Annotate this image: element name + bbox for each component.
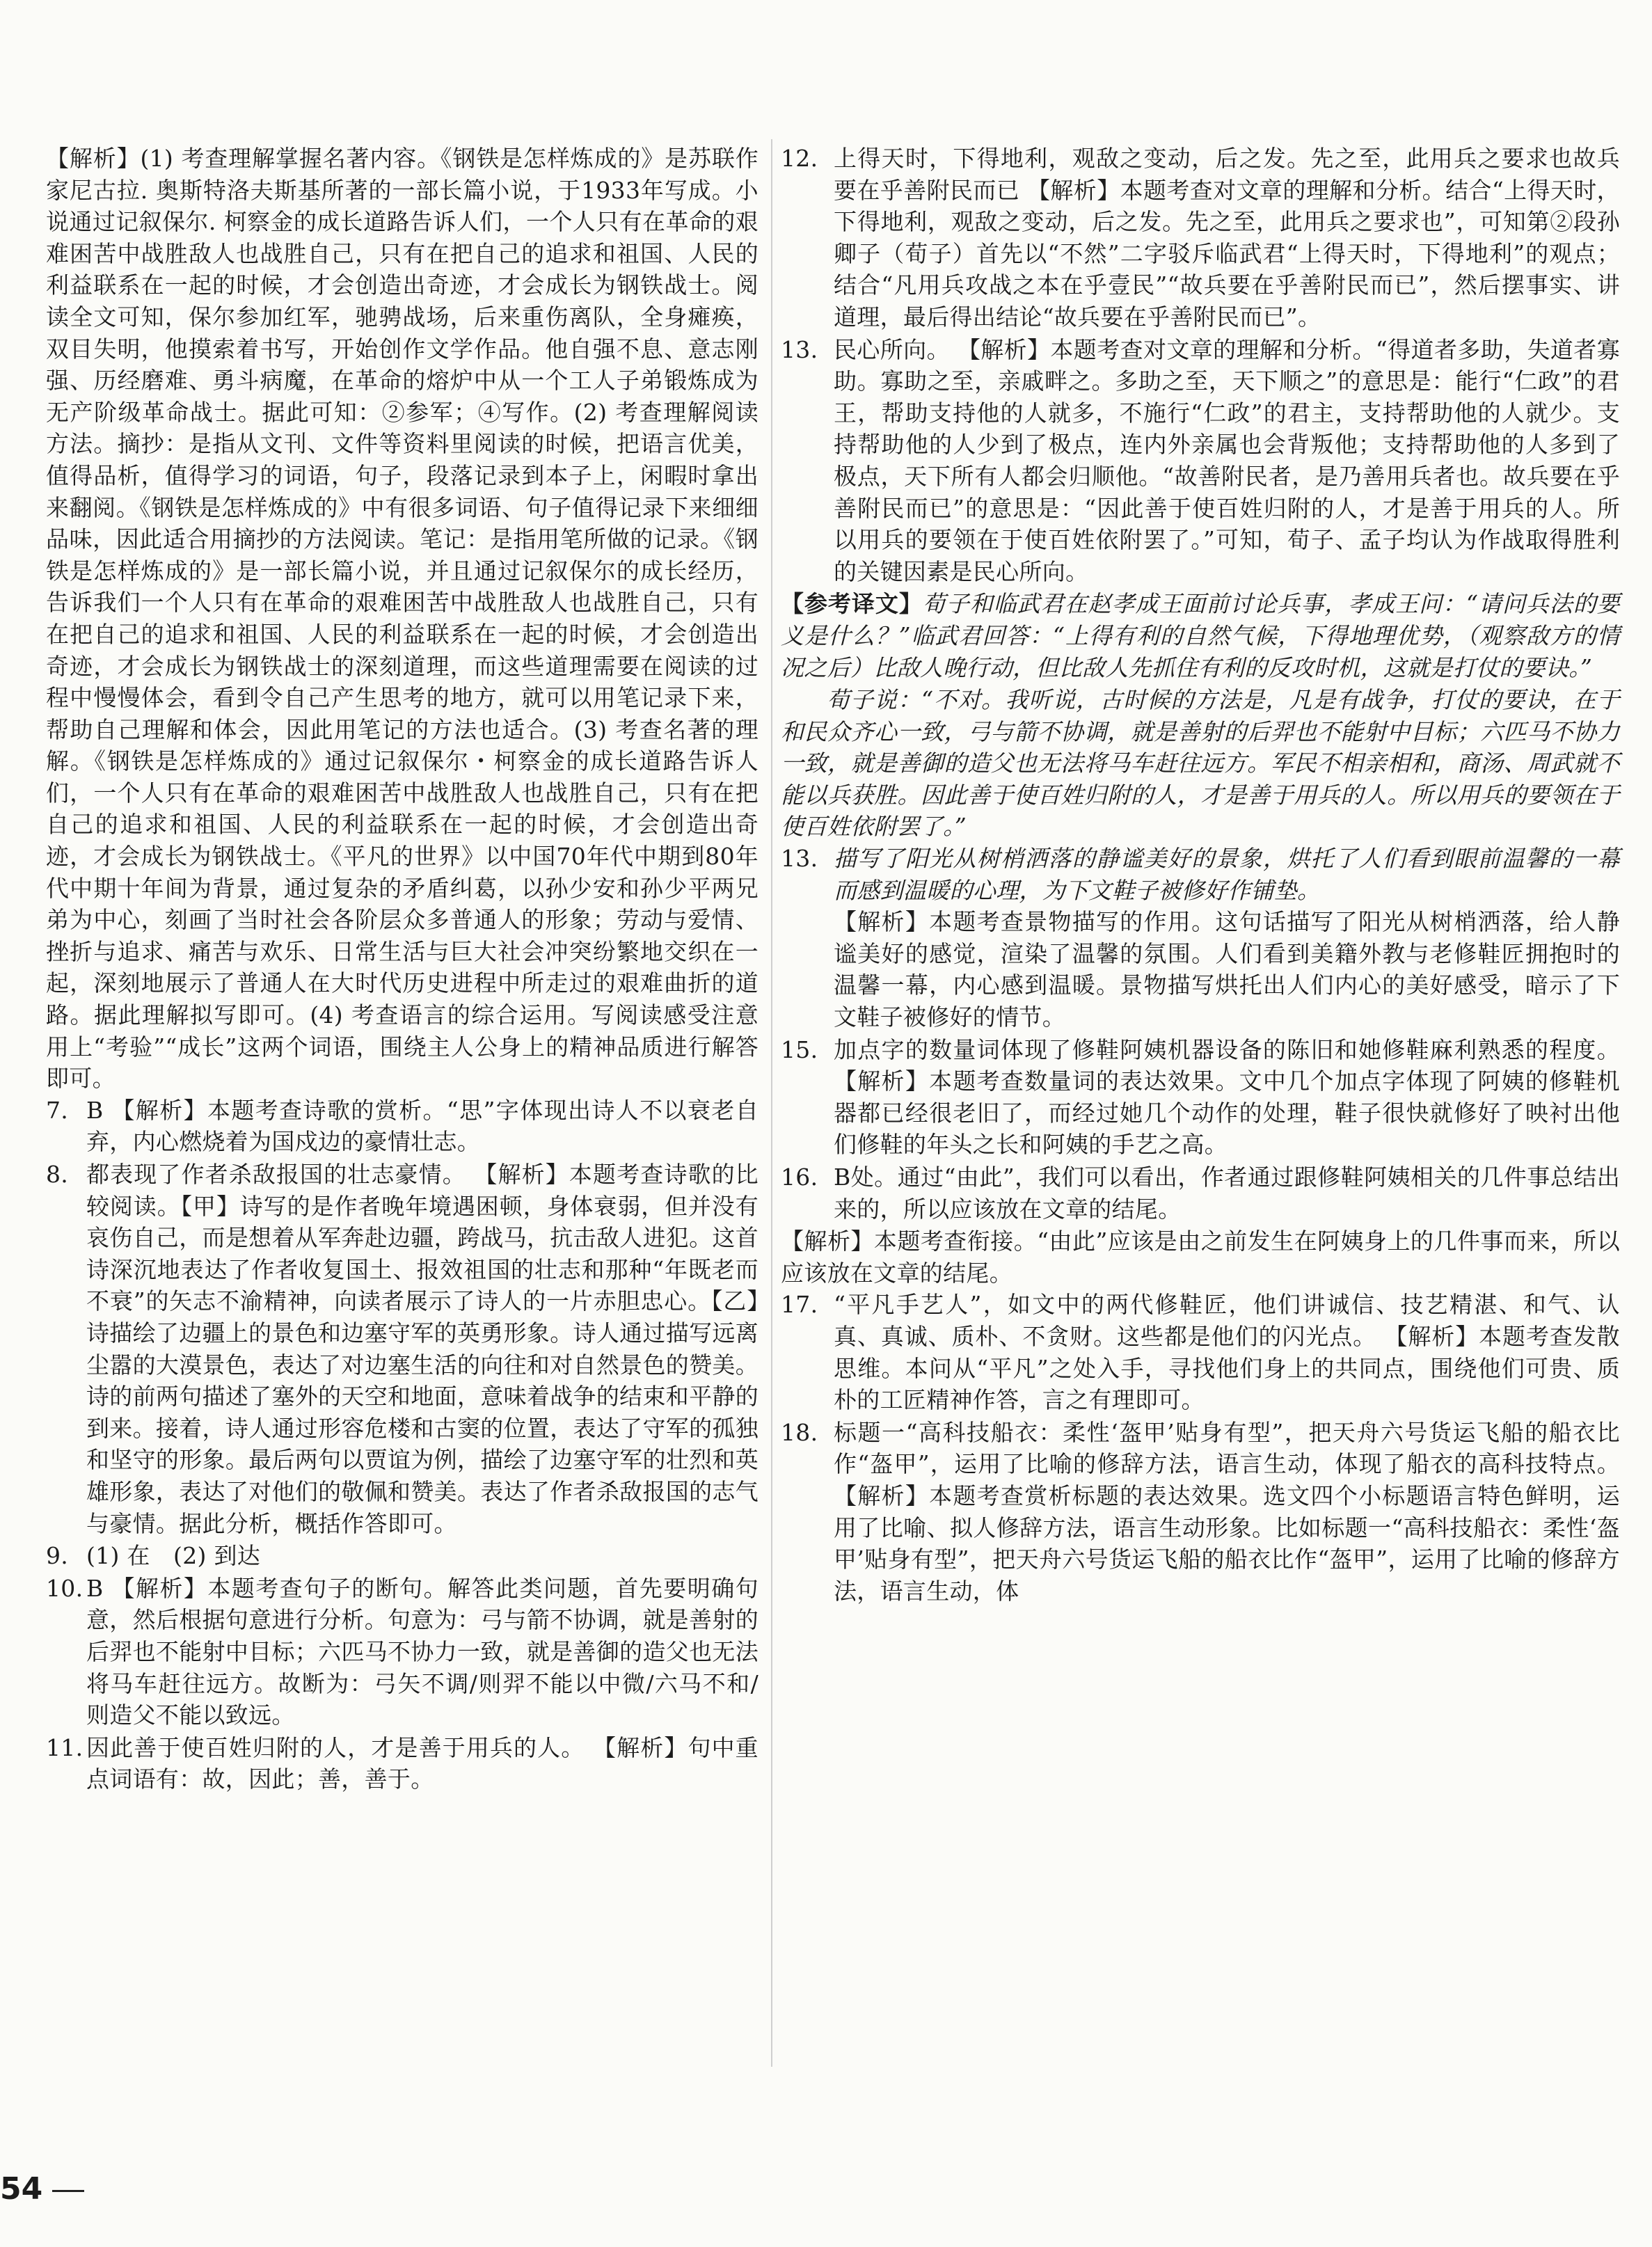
answer-16 [781, 1161, 1620, 1225]
question-number: 13. [781, 845, 818, 873]
answer-text: 都表现了作者杀敌报国的壮志豪情。 【解析】本题考查诗歌的比较阅读。【甲】诗写的是作者晚年境遇困顿，身体衰弱，但并没有哀伤自己，而是想着从军奔赴边疆，跨战马，抗击敌人进犯。这首诗深沉地表达了作者收复国土、报效祖国的壮志和那种“年既老而不衰”的矢志不渝精神，向读者展示了诗人的一片赤胆忠心。【乙】诗描绘了边疆上的景色和边塞守军的英勇形象。诗人通过描写远离尘嚣的大漠景色，表达了对边塞生活的向往和对自然景色的赞美。诗的前两句描述了塞外的天空和地面，意味着战争的结束和平静的到来。接着，诗人通过形容危楼和古窦的位置，表达了守军的孤独和坚守的形象。最后两句以贾谊为例，描绘了边塞守军的壮烈和英雄形象，表达了对他们的敬佩和赞美。表达了作者杀敌报国的志气与豪情。据此分析，概括作答即可。 [86, 1161, 759, 1537]
translation-paragraph-1: 荀子和临武君在赵孝成王面前讨论兵事，孝成王问：“请问兵法的要义是什么？”临武君回答：“上得有利的自然气候，下得地理优势，（观察敌方的情况之后）比敌人晚行动，但比敌人先抓住有利的反攻时机，这就是打仗的要诀。” [781, 590, 1620, 681]
answer-text: 加点字的数量词体现了修鞋阿姨机器设备的陈旧和她修鞋麻利熟悉的程度。 【解析】本题考查数量词的表达效果。文中几个加点字体现了阿姨的修鞋机器都已经很老旧了，而经过她几个动作的处理，鞋子很快就修好了映衬出他们修鞋的年头之长和阿姨的手艺之高。 [834, 1035, 1620, 1159]
question-number: 16. [781, 1164, 818, 1191]
translation-label: 【参考译文】 [781, 590, 923, 618]
answer-6-analysis: 【解析】(1) 考查理解掌握名著内容。《钢铁是怎样炼成的》是苏联作家尼古拉. 奥斯特洛夫斯基所著的一部长篇小说，于1933年写成。小说通过记叙保尔. 柯察金的成长道路告诉人们，一个人只有在革命的艰难困苦中战胜敌人也战胜自己，只有在把自己的追求和祖国、人民的利益联系在一起的时候，才会创造出奇迹，才会成长为钢铁战士。阅读全文可知，保尔参加红军，驰骋战场，后来重伤离队，全身瘫痪，双目失明，他摸索着书写，开始创作文学作品。他自强不息、意志刚强、历经磨难、勇斗病魔，在革命的熔炉中从一个工人子弟锻炼成为无产阶级革命战士。据此可知：②参军；④写作。(2) 考查理解阅读方法。摘抄：是指从文刊、文件等资料里阅读的时候，把语言优美，值得品析，值得学习的词语，句子，段落记录到本子上，闲暇时拿出来翻阅。《钢铁是怎样炼成的》中有很多词语、句子值得记录下来细细品味，因此适合用摘抄的方法阅读。笔记：是指用笔所做的记录。《钢铁是怎样炼成的》是一部长篇小说，并且通过记叙保尔的成长经历，告诉我们一个人只有在革命的艰难困苦中战胜敌人也战胜自己，只有在把自己的追求和祖国、人民的利益联系在一起的时候，才会创造出奇迹，才会成长为钢铁战士的深刻道理，而这些道理需要在阅读的过程中慢慢体会，看到令自己产生思考的地方，就可以用笔记录下来，帮助自己理解和体会，因此用笔记的方法也适合。(3) 考查名著的理解。《钢铁是怎样炼成的》通过记叙保尔・柯察金的成长道路告诉人们，一个人只有在革命的艰难困苦中战胜敌人也战胜自己，只有在把自己的追求和祖国、人民的利益联系在一起的时候，才会创造出奇迹，才会成长为钢铁战士。《平凡的世界》以中国70年代中期到80年代中期十年间为背景，通过复杂的矛盾纠葛，以孙少安和孙少平两兄弟为中心，刻画了当时社会各阶层众多普通人的形象；劳动与爱情、挫折与追求、痛苦与欢乐、日常生活与巨大社会冲突纷繁地交织在一起，深刻地展示了普通人在大时代历史进程中所走过的艰难曲折的道路。据此理解拟写即可。(4) 考查语言的综合运用。写阅读感受注意用上“考验”“成长”这两个词语，围绕主人公身上的精神品质进行解答即可。 [46, 145, 759, 1093]
answer-18 [781, 1417, 1620, 1607]
right-column [781, 143, 1620, 1607]
question-number: 7. [46, 1096, 69, 1124]
answer-text: 描写了阳光从树梢洒落的静谧美好的景象，烘托了人们看到眼前温馨的一幕而感到温暖的心理，为下文鞋子被修好作铺垫。 [834, 845, 1620, 904]
answer-7 [46, 1095, 759, 1158]
answer-10 [46, 1573, 759, 1731]
answer-16-analysis: 【解析】本题考查衔接。“由此”应该是由之前发生在阿姨身上的几件事而来，所以应该放在文章的结尾。 [781, 1228, 1620, 1287]
question-number: 18. [781, 1418, 818, 1446]
question-number: 17. [781, 1291, 818, 1319]
question-number: 10. [46, 1574, 84, 1602]
answer-13 [781, 334, 1620, 588]
answer-text: B 【解析】本题考查句子的断句。解答此类问题，首先要明确句意，然后根据句意进行分析。句意为：弓与箭不协调，就是善射的后羿也不能射中目标；六匹马不协力一致，就是善御的造父也无法将马车赶往远方。故断为：弓矢不调/则羿不能以中微/六马不和/则造父不能以致远。 [86, 1574, 759, 1729]
answer-analysis: 【解析】本题考查景物描写的作用。这句话描写了阳光从树梢洒落，给人静谧美好的感觉，渲染了温馨的氛围。人们看到美籍外教与老修鞋匠拥抱时的温馨一幕，内心感到温暖。景物描写烘托出人们内心的美好感受，暗示了下文鞋子被修好的情节。 [834, 908, 1620, 1031]
page-number: 54 [0, 2171, 84, 2207]
answer-text: 标题一“高科技船衣：柔性‘盔甲’贴身有型”，把天舟六号货运飞船的船衣比作“盔甲”，运用了比喻的修辞方法，语言生动，体现了船衣的高科技特点。 【解析】本题考查赏析标题的表达效果。选文四个小标题语言特色鲜明，运用了比喻、拟人修辞方法，语言生动形象。比如标题一“高科技船衣：柔性‘盔甲’贴身有型”，把天舟六号货运飞船的船衣比作“盔甲”，运用了比喻的修辞方法，语言生动，体 [834, 1418, 1620, 1605]
answer-text: 因此善于使百姓归附的人，才是善于用兵的人。 【解析】句中重点词语有：故，因此；善，善于。 [86, 1733, 759, 1793]
answer-text: B处。通过“由此”，我们可以看出，作者通过跟修鞋阿姨相关的几件事总结出来的，所以应该放在文章的结尾。 [834, 1164, 1620, 1223]
answer-text: (1) 在 (2) 到达 [86, 1542, 261, 1570]
answer-17 [781, 1289, 1620, 1415]
column-divider [771, 139, 772, 2067]
answer-text: 上得天时，下得地利，观敌之变动，后之发。先之至，此用兵之要求也故兵要在乎善附民而已 【解析】本题考查对文章的理解和分析。结合“上得天时，下得地利，观敌之变动，后之发。先之至，此用兵之要求也”，可知第②段孙卿子（荀子）首先以“不然”二字驳斥临武君“上得天时，下得地利”的观点；结合“凡用兵攻战之本在乎壹民”“故兵要在乎善附民而已”，然后摆事实、讲道理，最后得出结论“故兵要在乎善附民而已”。 [834, 145, 1620, 331]
reference-translation [781, 588, 1620, 683]
answer-text: “平凡手艺人”，如文中的两代修鞋匠，他们讲诚信、技艺精湛、和气、认真、真诚、质朴、不贪财。这些都是他们的闪光点。 【解析】本题考查发散思维。本问从“平凡”之处入手，寻找他们身上的共同点，围绕他们可贵、质朴的工匠精神作答，言之有理即可。 [834, 1291, 1620, 1414]
answer-8 [46, 1159, 759, 1539]
answer-text: 民心所向。 【解析】本题考查对文章的理解和分析。“得道者多助，失道者寡助。寡助之至，亲戚畔之。多助之至，天下顺之”的意思是：能行“仁政”的君王，帮助支持他的人就多，不施行“仁政”的君主，支持帮助他的人就少。支持帮助他的人少到了极点，连内外亲属也会背叛他；支持帮助他的人多到了极点，天下所有人都会归顺他。“故善附民者，是乃善用兵者也。故兵要在乎善附民而已”的意思是：“因此善于使百姓归附的人，才是善于用兵的人。所以用兵的要领在于使百姓依附罢了。”可知，荀子、孟子均认为作战取得胜利的关键因素是民心所向。 [834, 335, 1620, 585]
question-number: 12. [781, 145, 818, 172]
answer-text: B 【解析】本题考查诗歌的赏析。“思”字体现出诗人不以衰老自弃，内心燃烧着为国戍边的豪情壮志。 [86, 1096, 759, 1156]
question-number: 11. [46, 1733, 84, 1761]
answer-12 [781, 143, 1620, 333]
question-number: 8. [46, 1161, 69, 1188]
question-number: 9. [46, 1542, 69, 1570]
question-number: 15. [781, 1035, 818, 1063]
answer-14 [781, 843, 1620, 1033]
left-column [46, 143, 759, 1796]
answer-9 [46, 1540, 759, 1572]
answer-15 [781, 1034, 1620, 1161]
answer-11 [46, 1732, 759, 1795]
translation-paragraph-2: 荀子说：“不对。我听说，古时候的方法是，凡是有战争，打仗的要诀，在于和民众齐心一致，弓与箭不协调，就是善射的后羿也不能射中目标；六匹马不协力一致，就是善御的造父也无法将马车赶往远方。军民不相亲相和，商汤、周武就不能以兵获胜。因此善于使百姓归附的人，才是善于用兵的人。所以用兵的要领在于使百姓依附罢了。” [781, 686, 1620, 841]
question-number: 13. [781, 335, 818, 363]
